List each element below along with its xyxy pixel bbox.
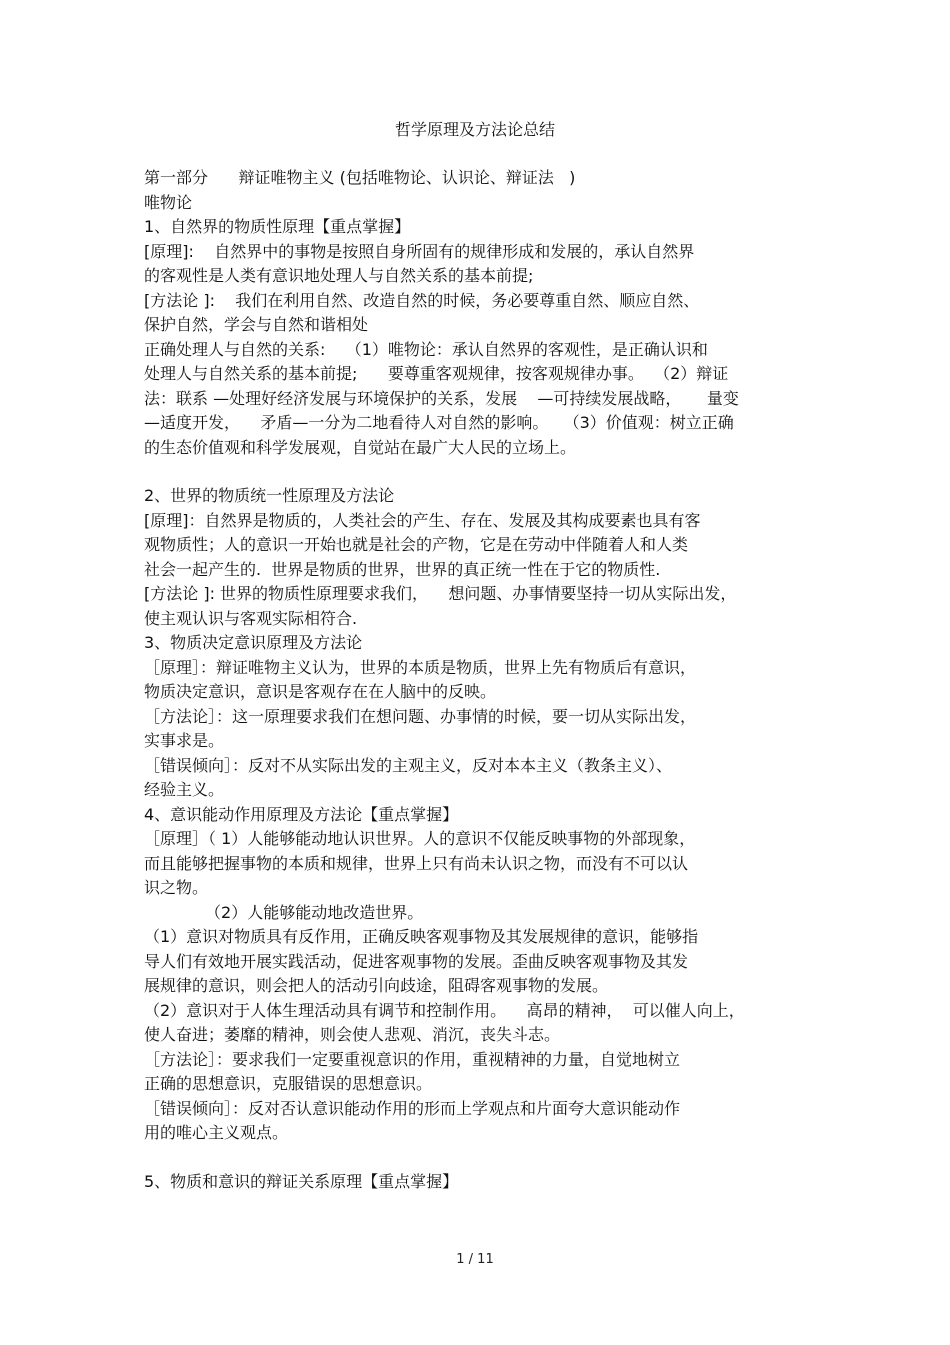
text-line: —适度开发， 矛盾—一分为二地看待人对自然的影响。 （3）价值观：树立正确 — [144, 413, 734, 432]
text-line: [原理]: 自然界中的事物是按照自身所固有的规律形成和发展的，承认自然界 — [144, 241, 695, 261]
section-heading-materialism: 唯物论 — [144, 192, 193, 212]
text-line: ［错误倾向］：反对不从实际出发的主观主义，反对本本主义（教条主义）、 — [144, 755, 673, 775]
text-line: （1）意识对物质具有反作用，正确反映客观事物及其发展规律的意识，能够指 — [144, 927, 699, 946]
text-line: 导人们有效地开展实践活动，促进客观事物的发展。歪曲反映客观事物及其发 — [144, 951, 689, 971]
text-line: 使人奋进；萎靡的精神，则会使人悲观、消沉，丧失斗志。 — [144, 1025, 561, 1044]
text-line: （2）人能够能动地改造世界。 — [144, 902, 424, 922]
text-line: 正确的思想意识，克服错误的思想意识。 — [144, 1074, 433, 1093]
text-line: 物质决定意识，意识是客观存在在人脑中的反映。 — [144, 682, 497, 701]
topic-heading-5: 5、物质和意识的辩证关系原理【重点掌握】 — [144, 1171, 459, 1191]
text-line: 展规律的意识，则会把人的活动引向歧途，阻碍客观事物的发展。 — [144, 976, 609, 995]
page-number: 1 / 11 — [456, 1252, 494, 1267]
text-line: ［方法论］：这一原理要求我们在想问题、办事情的时候，要一切从实际出发， — [144, 706, 697, 726]
paragraph-gap — [144, 460, 824, 484]
text-line: [方法论 ]: 世界的物质性原理要求我们， 想问题、办事情要坚持一切从实际出发， — [144, 584, 737, 603]
text-line: 观物质性；人的意识一开始也就是社会的产物，它是在劳动中伴随着人和人类 — [144, 535, 689, 554]
topic-heading-1: 1、自然界的物质性原理【重点掌握】 — [144, 217, 411, 236]
text-line: ［原理］：辩证唯物主义认为，世界的本质是物质，世界上先有物质后有意识， — [144, 657, 697, 677]
text-line: 正确处理人与自然的关系: （1）唯物论：承认自然界的客观性，是正确认识和 — [144, 339, 708, 359]
text-line: [方法论 ]: 我们在利用自然、改造自然的时候，务必要尊重自然、顺应自然、 — [144, 290, 700, 310]
text-line: 经验主义。 — [144, 780, 225, 799]
text-line: 而且能够把握事物的本质和规律，世界上只有尚未认识之物，而没有不可以认 — [144, 853, 689, 873]
text-line: 的生态价值观和科学发展观，自觉站在最广大人民的立场上。 — [144, 437, 577, 457]
topic-heading-2: 2、世界的物质统一性原理及方法论 — [144, 486, 395, 505]
text-line: 处理人与自然关系的基本前提; 要尊重客观规律，按客观规律办事。 （2）辩证 — [144, 364, 729, 383]
topic-heading-4: 4、意识能动作用原理及方法论【重点掌握】 — [144, 804, 459, 824]
text-line: [原理]：自然界是物质的，人类社会的产生、存在、发展及其构成要素也具有客 — [144, 510, 701, 530]
text-line: 实事求是。 — [144, 731, 225, 750]
paragraph-gap — [144, 1146, 824, 1170]
text-line: （2）意识对于人体生理活动具有调节和控制作用。 高昂的精神， 可以催人向上， — [144, 1000, 745, 1020]
text-line: 识之物。 — [144, 878, 209, 897]
part-heading: 第一部分 辩证唯物主义 (包括唯物论、认识论、辩证法 ) — [144, 168, 576, 187]
text-line: 使主观认识与客观实际相符合. — [144, 608, 358, 628]
topic-heading-3: 3、物质决定意识原理及方法论 — [144, 633, 363, 652]
text-line: ［原理］（ 1）人能够能动地认识世界。人的意识不仅能反映事物的外部现象， — [144, 829, 696, 848]
document-title: 哲学原理及方法论总结 — [394, 120, 555, 139]
text-line: 保护自然，学会与自然和谐相处 — [144, 315, 369, 334]
text-line: 用的唯心主义观点。 — [144, 1123, 289, 1142]
text-line: ［错误倾向］：反对否认意识能动作用的形而上学观点和片面夸大意识能动作 — [144, 1098, 681, 1118]
text-line: 法：联系 —处理好经济发展与环境保护的关系，发展 —可持续发展战略， 量变 — [144, 388, 739, 408]
text-line: ［方法论］：要求我们一定要重视意识的作用，重视精神的力量，自觉地树立 — [144, 1049, 681, 1069]
text-line: 社会一起产生的. 世界是物质的世界，世界的真正统一性在于它的物质性. — [144, 559, 661, 579]
text-line: 的客观性是人类有意识地处理人与自然关系的基本前提; — [144, 266, 534, 285]
document-body — [144, 166, 824, 1194]
